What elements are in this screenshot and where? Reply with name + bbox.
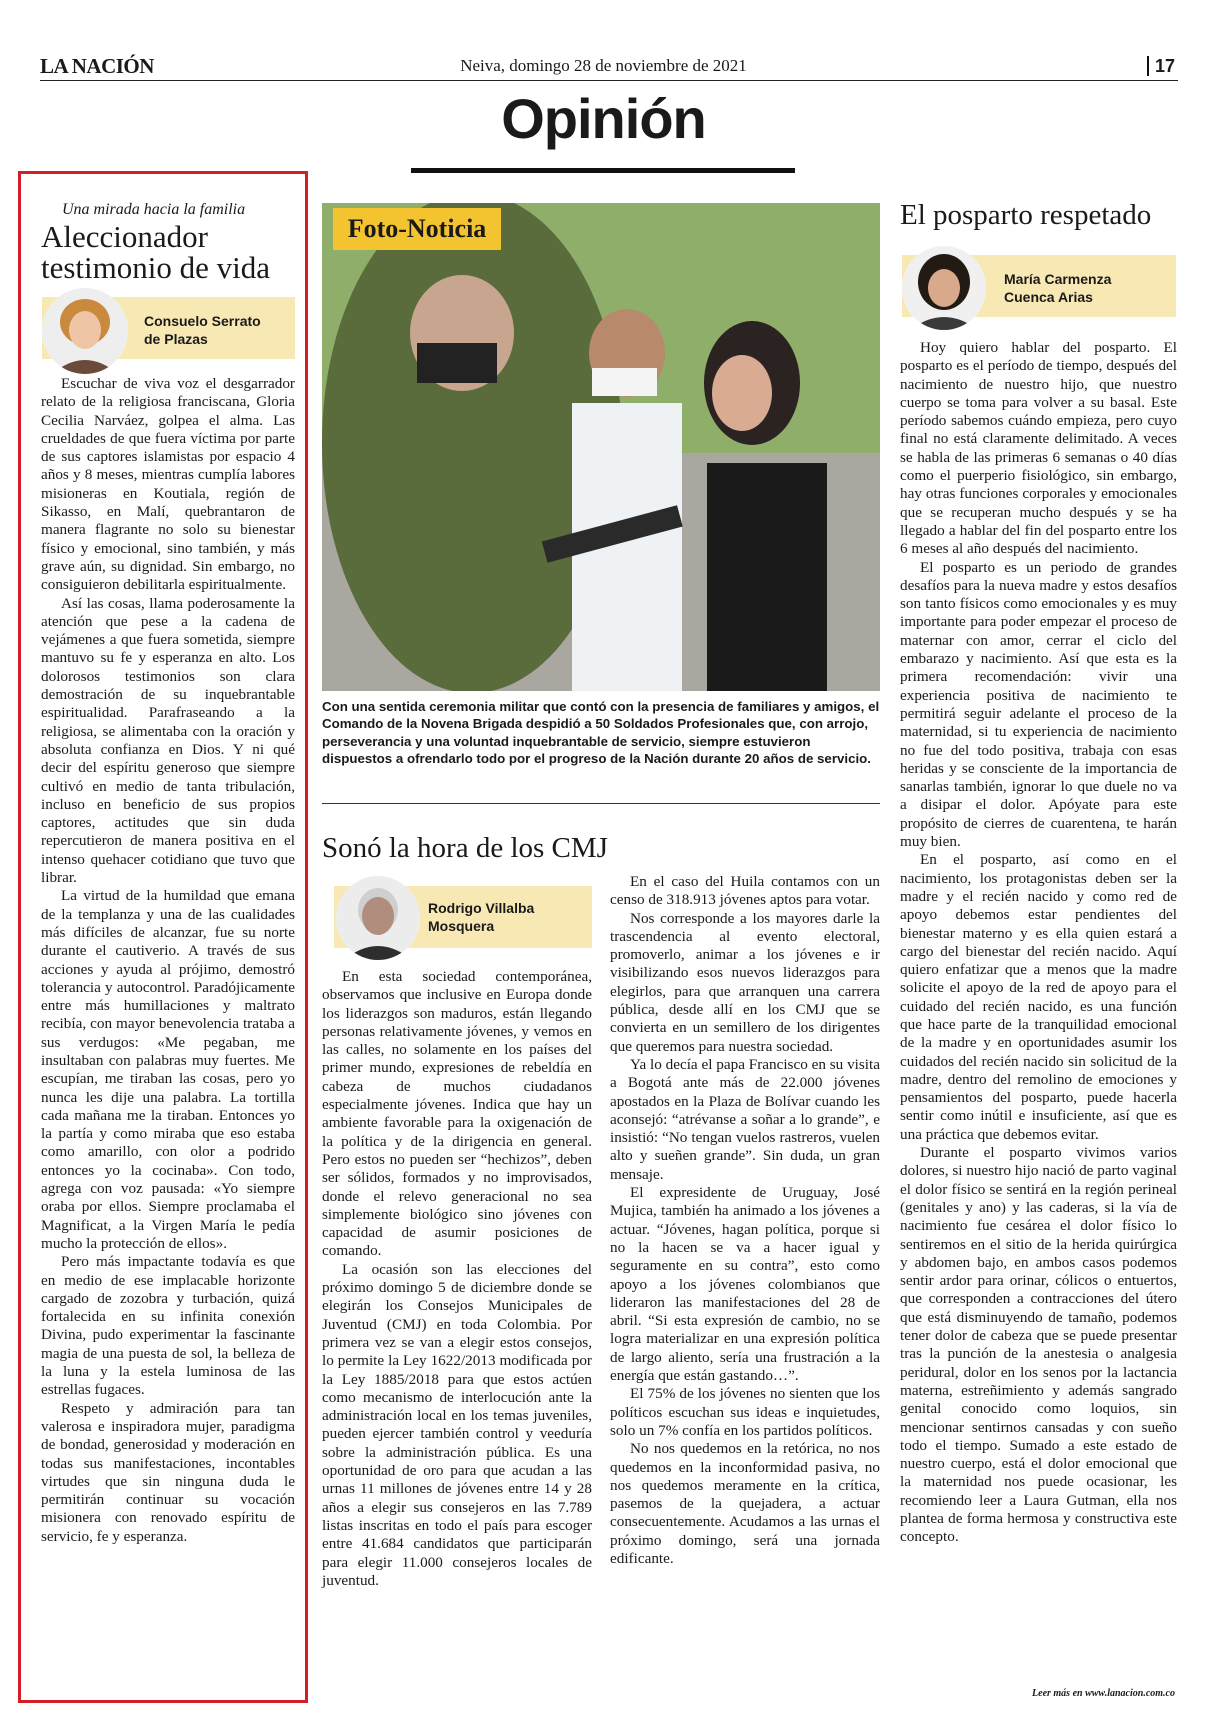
cmj-author-name-1: Rodrigo Villalba: [428, 900, 535, 916]
paragraph: Hoy quiero hablar del posparto. El posparto es el período de tiempo, después del nacimiento de nuestro hijo, que nuestro cuerpo se toma para volver a su basal. Este período sabemos cuándo empieza, pero cuyo final no está claramente delimitado. A veces se habla de las primeras 6 semanas o 40 días como el puerperio fisiológico, sin embargo, hay otras funciones corporales y emocionales que se recuperan mucho después y se ha llegado a hablar del fin del posparto entre los 6 meses al año después del nacimiento.: [900, 339, 1177, 558]
paragraph: Durante el posparto vivimos varios dolores, si nuestro hijo nació de parto vaginal el dolor físico se sentirá en la región perineal (genitales y ano) y las caderas, si la vía de nacimiento fue cesárea el dolor físico lo sentiremos en el sitio de la herida quirúrgica y abdomen bajo, en ambos casos podemos sentir ardor para orinar, cólicos o entuertos, que corresponden a contracciones del útero que está disminuyendo de tamaño, podemos tener dolor de cabeza que se puede presentar tras la punción de la anestesia o analgesia peridural, dolor en los senos por la lactancia materna, estreñimiento y además sangrado genital conocido como loquios, sin mencionar sentirnos cansadas y con sueño todo el tiempo. Sumado a este estado de nuestro cuerpo, está el dolor emocional que la maternidad nos puede ocasionar, les recomiendo leer a Laura Gutman, ella nos plantea de forma hermosa y constructiva este concepto.: [900, 1144, 1177, 1546]
author-portrait-icon: [336, 876, 420, 960]
paragraph: No nos quedemos en la retórica, no nos quedemos en la inconformidad pasiva, no nos quedemos meramente en la crítica, pasemos de la quejadera, a actuar consecuentemente. Acudamos a las urnas el próximo domingo, será una jornada edificante.: [610, 1440, 880, 1567]
paragraph: Ya lo decía el papa Francisco en su visita a Bogotá ante más de 22.000 jóvenes apostados en la Plaza de Bolívar cuando les aconsejó: “atrévanse a soñar a lo grande”, e insistió: “No tengan vuelos rastreros, vuelen alto y sueñen grande”. Sin duda, un gran mensaje.: [610, 1055, 880, 1183]
newspaper-logo: LA NACIÓN: [40, 54, 154, 78]
section-divider: [322, 803, 880, 804]
paragraph: Escuchar de viva voz el desgarrador relato de la religiosa franciscana, Gloria Cecilia Narváez, golpea el alma. Las crueldades de que fuera víctima por parte de sus captores islamistas por espacio 4 años y 8 meses, mientras cumplía labores misioneras en Koutiala, región de Sikasso, en Malí, quebrantaron de manera flagrante no solo su bienestar físico y emocional, sino también, y más grave aún, su dignidad. Sin embargo, no consiguieron debilitarla espiritualmente.: [41, 375, 295, 594]
section-underline: [411, 168, 795, 173]
cmj-author-photo: [336, 876, 420, 960]
paragraph: Pero más impactante todavía es que en medio de ese implacable horizonte cargado de zozobra y turbación, quizá fortalecida en su infinita conexión Divina, pudo experimentar la fascinante magia de una puesta de sol, la belleza de la luna y la estela luminosa de las estrellas fugaces.: [41, 1253, 295, 1399]
author-portrait-icon: [42, 288, 128, 374]
dateline: Neiva, domingo 28 de noviembre de 2021: [460, 56, 747, 75]
posparto-author-name-1: María Carmenza: [1004, 271, 1112, 287]
author-photo: [42, 288, 128, 374]
posparto-author-name-2: Cuenca Arias: [1004, 289, 1093, 305]
paragraph: Así las cosas, llama poderosamente la atención que pese a la cadena de vejámenes a que fuera sometida, siempre mantuvo su fe y esperanza en alto. Los dolorosos testimonios son clara demostración de su inquebrantable espiritualidad. Parafraseando a la religiosa, se alimentaba con la oración y absoluta confianza en Dios. Y ni qué decir del espíritu generoso que siempre cultivó en medio de tanta tribulación, incluso en beneficio de sus propios captores, actitudes que sin duda repercutieron de manera positiva en el intenso quehacer cotidiano que tuvo que librar.: [41, 594, 295, 887]
posparto-author-photo: [902, 246, 986, 330]
paragraph: El expresidente de Uruguay, José Mujica, también ha animado a los jóvenes a actuar. “Jóvenes, hagan política, porque si no la hacen se va a hacer igual y seguramente en su contra”, esto como apoyo a los jóvenes colombianos que lideraron las manifestaciones del 28 de abril. “Si esta expresión de cambio, no se logra materializar en una expresión política de largo aliento, sería una frustración a la energía que están gastando…”.: [610, 1184, 880, 1385]
ceremony-photo-icon: [322, 203, 880, 691]
paragraph: El posparto es un periodo de grandes desafíos para la nueva madre y estos desafíos son tanto físicos como emocionales y es muy importante para poder empezar el proceso de maternar con amor, cerrar el ciclo del embarazo y nacimiento. Así que esta es la primera recomendación: vivir una experiencia positiva de nacimiento te permitirá seguir adelante el proceso de la maternidad, si tu experiencia de nacimiento no fue del todo positiva, trabaja con esas heridas y se consciente de la importancia de sanarlas también, ignorar lo que duele no va a disipar el dolor. Apóyate para este propósito de cierres de cuarentena, te harán muy bien.: [900, 558, 1177, 851]
news-photo: [322, 203, 880, 691]
paragraph: La ocasión son las elecciones del próximo domingo 5 de diciembre donde se elegirán los Consejos Municipales de Juventud (CMJ) en toda Colombia. Por primera vez se van a elegir estos consejos, lo permite la Ley 1622/2013 modificada por la Ley 1885/2018 para que estos actúen como mecanismo de interlocución ante la administración local en los temas juveniles, pueden ejercer también control y veeduría sobre la administración pública. Es una oportunidad de oro para que acudan a las urnas 11 millones de jóvenes entre 14 y 28 años a elegir sus consejeros en las 7.789 listas inscritas en todo el país para escoger entre 41.684 candidatos que participarán para elegir 11.000 consejeros locales de juventud.: [322, 1260, 592, 1589]
page-number: 17: [1147, 56, 1175, 76]
article-title-2: testimonio de vida: [41, 250, 271, 285]
paragraph: En el posparto, así como en el nacimiento, los protagonistas deben ser la madre y el recién nacido y como red de apoyo debemos estar pendientes del bienestar materno y es ella quien estará a cargo del bienestar del recién nacido. Aquí quiero enfatizar que a menos que la madre solicite el apoyo de la red de apoyo para el cuidado del recién nacido, es una función que hace parte de la tranquilidad emocional de la madre y en oportunidades asumir los cuidados del recién nacido sin solicitud de la madre, dentro del remolino de emociones y pensamientos del posparto, puede hacerla sentir como inútil e insuficiente, así que es una práctica que debemos evitar.: [900, 851, 1177, 1143]
cmj-body-left: [322, 968, 592, 1590]
paragraph: Nos corresponde a los mayores darle la trascendencia al evento electoral, promoverlo, animar a los jóvenes e ir visibilizando esos nuevos liderazgos para elegirlos, para que arranquen una carrera pública, desde allí en los CMJ que se convierta en un semillero de los dirigentes que queremos para nuestra sociedad.: [610, 909, 880, 1055]
paragraph: La virtud de la humildad que emana de la templanza y una de las cualidades más difíciles de alcanzar, fue su norte durante el cautiverio. A través de sus acciones y ayuda al prójimo, demostró tolerancia y autocontrol. Paradójicamente entre más humillaciones y maltrato recibía, con mayor benevolencia trataba a sus verdugos: «Me pegaban, me insultaban con palabras muy fuertes. Me escupían, me tiraban las cosas, pero yo nunca les dije una palabra. La tortilla cada mañana me la tiraban. Entonces yo la partía y como miraba que eso estaba como amarillo, con olor a podrido entonces yo la cocinaba». Con todo, agrega con voz pausada: «Yo siempre oraba por ellos. Siempre proclamaba el Magnificat, a la Virgen María le pedía mucho la protección de ellos».: [41, 887, 295, 1252]
paragraph: El 75% de los jóvenes no sienten que los políticos escuchan sus ideas e inquietudes, solo un 7% confía en los partidos políticos.: [610, 1385, 880, 1439]
photo-tag: Foto-Noticia: [333, 208, 501, 250]
article-title-1: Aleccionador: [41, 219, 208, 254]
paragraph: En el caso del Huila contamos con un censo de 318.913 jóvenes aptos para votar.: [610, 873, 880, 909]
paragraph: En esta sociedad contemporánea, observamos que inclusive en Europa donde los liderazgos son maduros, están llegando personas relativamente jóvenes, y vemos en las calles, no solamente en los países del primer mundo, expresiones de rebeldía en cabeza de muchos ciudadanos especialmente jóvenes. Indica que hay un ambiente favorable para la oxigenación de la política y de la dirigencia en general. Pero estos no pueden ser “hechizos”, deben ser sólidos, formados y no improvisados, donde el relevo generacional no sea simplemente biológico sino jóvenes con capacidad de asumir posiciones de comando.: [322, 968, 592, 1260]
posparto-title: El posparto respetado: [900, 199, 1152, 231]
author-portrait-icon: [902, 246, 986, 330]
author-name-1: Consuelo Serrato: [144, 313, 261, 329]
author-name-2: de Plazas: [144, 331, 208, 347]
masthead-rule: [40, 80, 1178, 81]
article-kicker: Una mirada hacia la familia: [62, 201, 246, 218]
read-more-link[interactable]: Leer más en www.lanacion.com.co: [1032, 1688, 1175, 1699]
cmj-title: Sonó la hora de los CMJ: [322, 832, 608, 864]
paragraph: Respeto y admiración para tan valerosa e inspiradora mujer, paradigma de bondad, generosidad y moderación en todas sus manifestaciones, incontables virtudes que sin ninguna duda le permitirán continuar su vocación misionera con renovado espíritu de servicio, fe y esperanza.: [41, 1399, 295, 1545]
article-body: [41, 375, 295, 1546]
cmj-author-name-2: Mosquera: [428, 918, 495, 934]
posparto-body: [900, 339, 1177, 1547]
cmj-body-right: [610, 873, 880, 1568]
section-title: Opinión: [501, 87, 706, 150]
photo-caption: Con una sentida ceremonia militar que contó con la presencia de familiares y amigos, el Comando de la Novena Brigada despidió a 50 Soldados Profesionales que, con arrojo, perseverancia y una voluntad inquebrantable de servicio, siempre estuvieron dispuestos a ofrendarlo todo por el progreso de la Nación durante 20 años de servicio.: [322, 699, 880, 766]
